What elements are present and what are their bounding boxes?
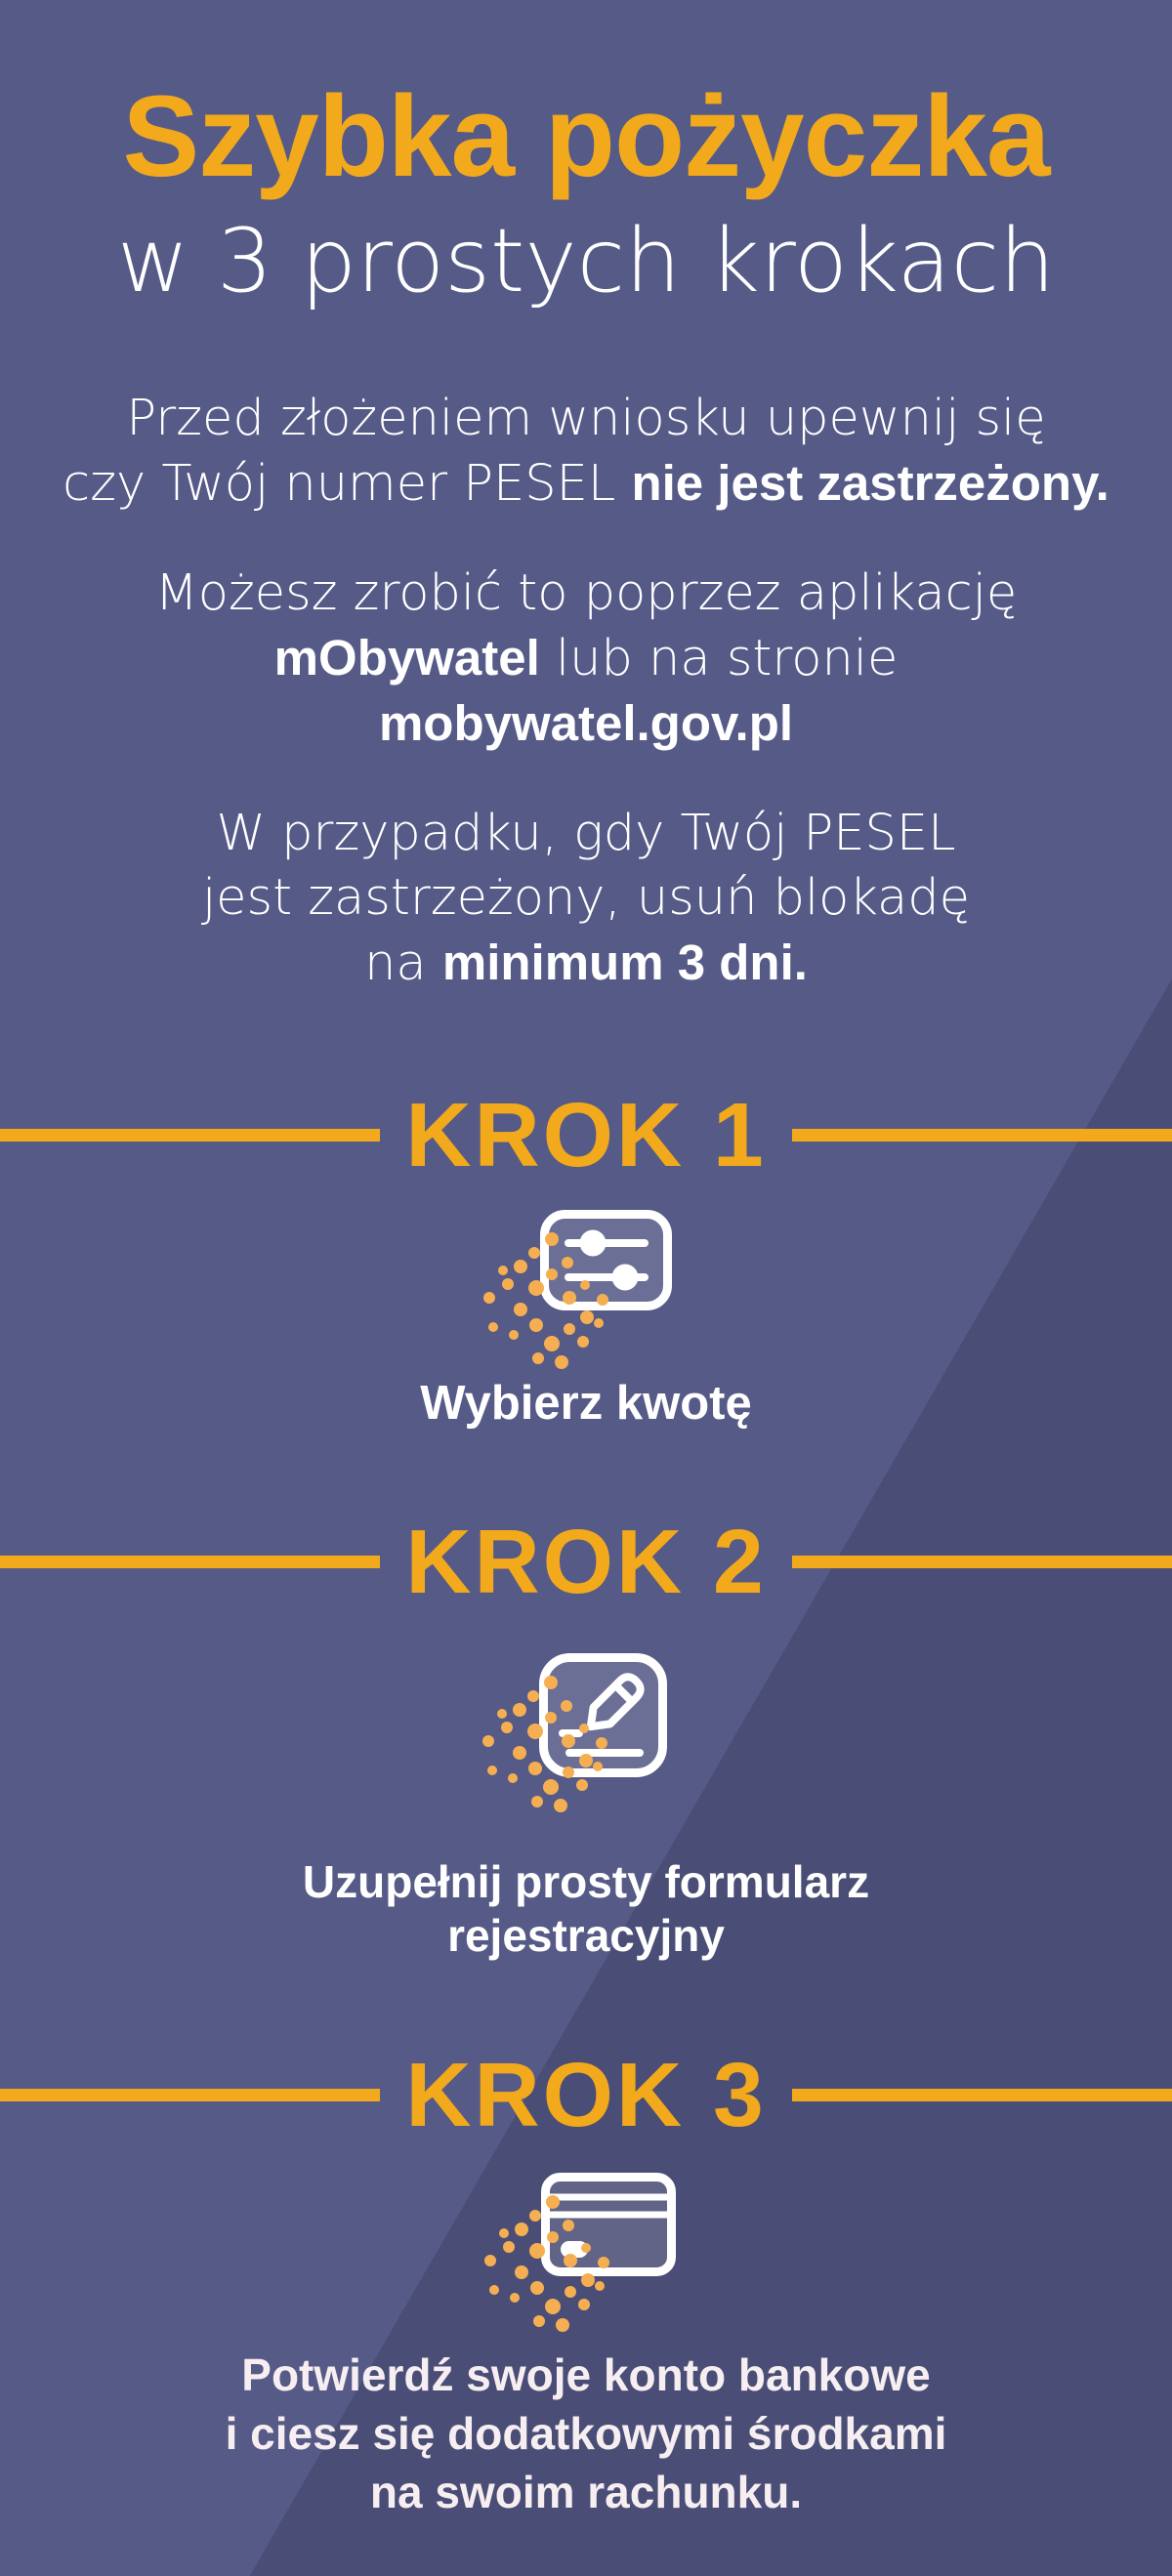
spray-dot (497, 1709, 507, 1719)
text: na (364, 935, 442, 992)
text: jest zastrzeżony, usuń blokadę (201, 869, 971, 927)
spray-dot (529, 1318, 543, 1332)
sliders-icon (540, 1210, 672, 1310)
spray-dot (508, 1773, 518, 1783)
spray-dot (545, 2299, 561, 2314)
spray-dot (580, 1310, 594, 1324)
spray-dot (564, 2254, 577, 2267)
spray-dot (514, 1260, 527, 1273)
spray-dot (562, 1257, 573, 1268)
step-1-label: KROK 1 (405, 1084, 767, 1185)
text-line (0, 626, 1172, 691)
spray-dot (530, 2281, 544, 2295)
spray-dot (514, 1303, 527, 1316)
spray-dot (543, 1779, 559, 1795)
step-2-description (0, 1855, 1172, 1963)
spray-dot (544, 1336, 560, 1351)
text-line (0, 561, 1172, 626)
intro-paragraph (0, 802, 1172, 996)
intro-text (0, 387, 1172, 996)
spray-dot (597, 1294, 608, 1306)
spray-dot (483, 1292, 495, 1304)
spray-dot (555, 1355, 568, 1369)
bold-text: nie jest zastrzeżony. (631, 455, 1109, 511)
text-line: rejestracyjny (447, 1910, 725, 1961)
spray-dot (563, 2220, 574, 2231)
yellow-rule-left (0, 1556, 380, 1568)
spray-dot (577, 1336, 589, 1348)
step-3-heading (0, 2042, 1172, 2147)
text: W przypadku, gdy Twój PESEL (216, 805, 956, 862)
spray-dot (529, 2210, 541, 2222)
bold-text: mobywatel.gov.pl (378, 695, 794, 751)
yellow-rule-right (792, 2089, 1172, 2101)
spray-dot (579, 1724, 589, 1733)
spray-dot (546, 2195, 560, 2209)
spray-dot (510, 2293, 520, 2303)
text-line: i ciesz się dodatkowymi środkami (225, 2408, 947, 2459)
spray-dot (545, 1712, 557, 1724)
credit-card-icon (541, 2173, 676, 2276)
spray-dot (547, 2231, 559, 2243)
text: czy Twój numer PESEL (63, 455, 632, 513)
spray-dot (598, 2257, 609, 2268)
spray-dot (576, 1779, 588, 1791)
text: Przed złożeniem wniosku upewnij się (126, 390, 1046, 447)
spray-dot (545, 1232, 559, 1246)
spray-dot (596, 1737, 607, 1749)
spray-dot (527, 1690, 539, 1702)
spray-dot (501, 1722, 513, 1733)
text: Możesz zrobić to poprzez aplikację (154, 564, 1018, 622)
spray-dot (593, 1762, 603, 1771)
yellow-rule-left (0, 1129, 380, 1142)
spray-dot (503, 2241, 515, 2253)
text-line (0, 451, 1172, 517)
spray-dot (564, 1323, 575, 1335)
spray-dot (528, 1762, 542, 1775)
step-2-heading (0, 1509, 1172, 1614)
spray-dot (498, 1266, 508, 1275)
spray-dot (531, 1796, 543, 1807)
spray-dot (580, 1280, 590, 1290)
spray-dot (578, 2299, 590, 2310)
text-line: na swoim rachunku. (369, 2467, 803, 2517)
spray-dot (563, 1291, 576, 1305)
spray-dot (565, 2286, 576, 2298)
bold-text: minimum 3 dni. (441, 935, 808, 990)
spray-dot (563, 1766, 574, 1778)
spray-dot (482, 1735, 494, 1747)
step-3-description (0, 2346, 1172, 2521)
spray-dot (528, 1247, 540, 1259)
spray-dot (528, 1280, 544, 1296)
spray-dot (499, 2228, 509, 2238)
text: lub na stronie (539, 630, 899, 687)
spray-dot (556, 2318, 569, 2332)
spray-dot (579, 1754, 593, 1767)
spray-dot (489, 2285, 499, 2295)
spray-dot (562, 1734, 575, 1748)
spray-dot (515, 2223, 528, 2236)
text-line (0, 931, 1172, 996)
poster-subtitle: w 3 prostych krokach (116, 210, 1056, 312)
spray-dot (527, 1724, 543, 1739)
pencil-icon (539, 1653, 667, 1777)
spray-dot (533, 2315, 545, 2327)
text-line: Wybierz kwotę (420, 1377, 752, 1430)
spray-dot (532, 1352, 544, 1364)
step-3-label: KROK 3 (405, 2044, 767, 2145)
text-line (0, 802, 1172, 866)
spray-dot (515, 2265, 528, 2279)
spray-dot (529, 2243, 545, 2259)
spray-dot (554, 1799, 567, 1812)
step-1-heading (0, 1082, 1172, 1187)
step-1-description (0, 1375, 1172, 1432)
text-line (0, 691, 1172, 757)
pencil-icon-graphic (539, 1653, 667, 1777)
yellow-rule-right (792, 1129, 1172, 1142)
spray-dot (484, 2255, 496, 2266)
text-line: Uzupełnij prosty formularz (302, 1856, 870, 1907)
spray-dot (502, 1278, 514, 1290)
bold-text: mObywatel (273, 630, 540, 686)
step-2-label: KROK 2 (405, 1511, 767, 1612)
text-line: Potwierdź swoje konto bankowe (241, 2349, 931, 2400)
text-line (0, 387, 1172, 451)
spray-dot (513, 1703, 526, 1717)
spray-dot (487, 1766, 497, 1775)
spray-dot (581, 2273, 595, 2287)
spray-dot (513, 1746, 526, 1760)
spray-dot (595, 2281, 605, 2291)
spray-dot (488, 1322, 498, 1332)
poster-title: Szybka pożyczka (122, 72, 1050, 201)
spray-dot (561, 1700, 572, 1712)
intro-paragraph (0, 561, 1172, 757)
spray-dot (544, 1676, 558, 1689)
intro-paragraph (0, 387, 1172, 517)
text-line (0, 866, 1172, 931)
yellow-rule-right (792, 1556, 1172, 1568)
spray-dot (581, 2243, 591, 2253)
spray-dot (546, 1268, 558, 1280)
yellow-rule-left (0, 2089, 380, 2101)
spray-dot (509, 1330, 519, 1340)
spray-dot (594, 1318, 604, 1328)
